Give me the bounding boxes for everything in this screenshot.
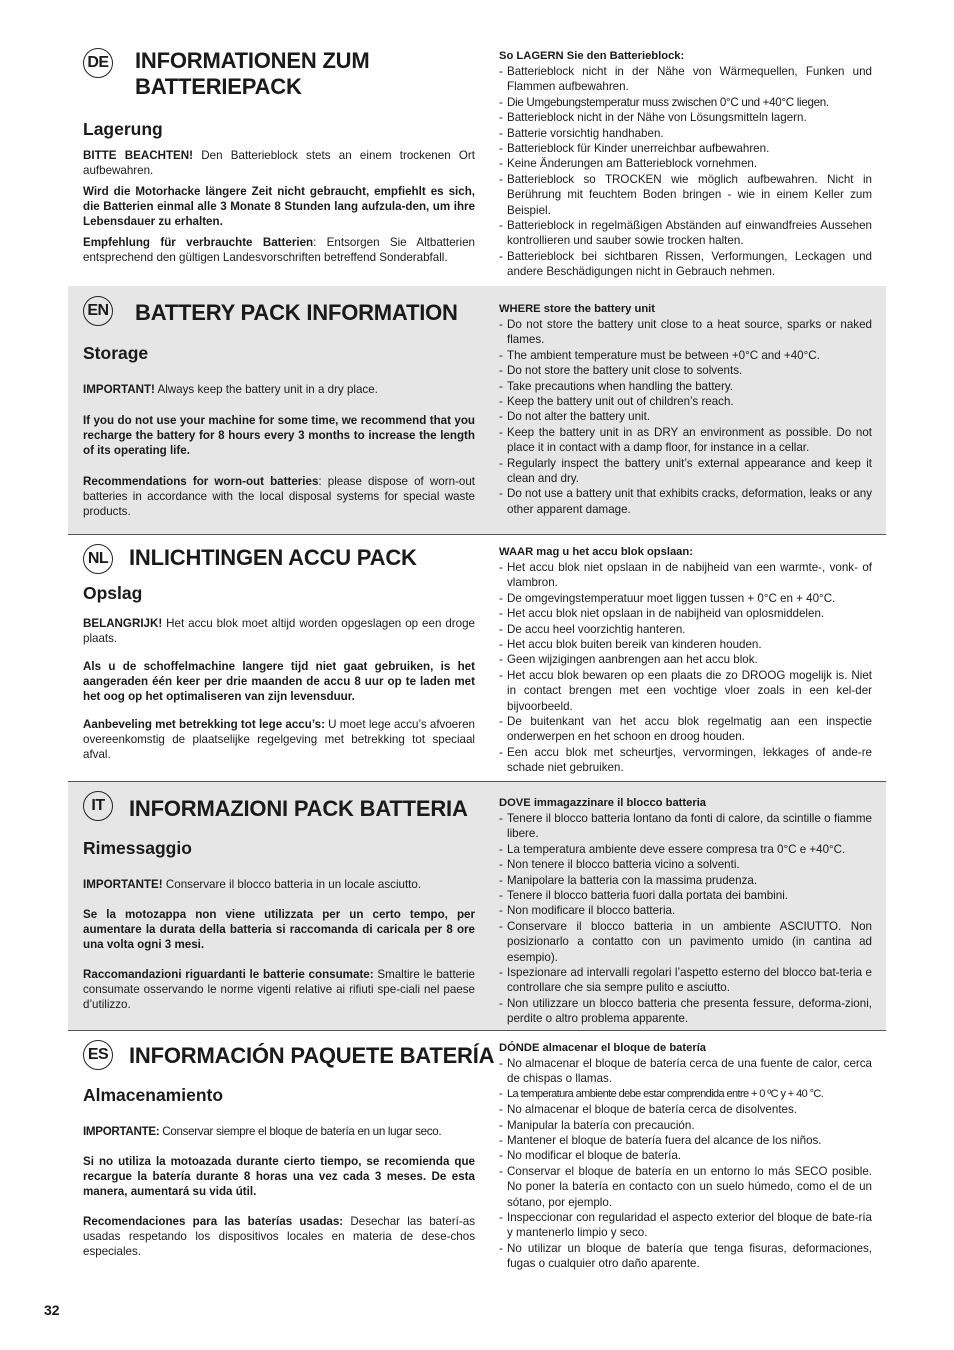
section-divider — [68, 781, 886, 782]
paragraph-recommendation-nl: Als u de schoffelmachine langere tijd niet gaat gebruiken, is het aangeraden één keer per drie maanden de accu 8 uur op te laden met het oog op het optimaliseren van zijn levensduur. — [83, 660, 475, 703]
list-item: - La temperatura ambiente deve essere compresa tra 0°C e +40°C. — [499, 842, 846, 856]
subtitle-it: Rimessaggio — [83, 838, 192, 858]
right-column-en — [499, 302, 872, 517]
left-column-de — [83, 119, 475, 265]
list-item: - Tenere il blocco batteria fuori dalla portata dei bambini. — [499, 889, 788, 903]
language-badge-de: DE — [83, 48, 113, 78]
storage-heading-nl: WAAR mag u het accu blok opslaan: — [499, 546, 693, 558]
subtitle-de: Lagerung — [83, 119, 163, 139]
section-title-it: INFORMAZIONI PACK BATTERIA — [129, 796, 468, 821]
paragraph-recommendation-de: Wird die Motorhacke längere Zeit nicht gebraucht, empfiehlt es sich, die Batterien einmal alle 3 Monate 8 Stunden lang aufzula-den, um ihre Lebensdauer zu erhalten. — [83, 185, 475, 228]
list-item: - Het accu blok buiten bereik van kinderen houden. — [499, 638, 762, 652]
list-item: - Keine Änderungen am Batterieblock vornehmen. — [499, 157, 758, 171]
list-item: - Tenere il blocco batteria lontano da fonti di calore, da scintille o fiamme libere. — [499, 812, 872, 841]
list-item: - De buitenkant van het accu blok regelmatig aan een inspectie onderwerpen en het schoon en droog houden. — [499, 715, 872, 744]
language-badge-nl: NL — [83, 544, 113, 574]
list-item: - Batterieblock in regelmäßigen Abständen auf einwandfreies Aussehen kontrollieren und sauber sowie trocken halten. — [499, 219, 872, 248]
language-badge-es: ES — [83, 1040, 113, 1070]
paragraph-disposal-nl: Aanbeveling met betrekking tot lege accu’s: U moet lege accu’s afvoeren overeenkomstig de plaatselijke regelgeving met betrekking tot speciaal afval. — [83, 718, 475, 761]
list-item: - Take precautions when handling the battery. — [499, 379, 734, 393]
paragraph-recommendation-es: Si no utiliza la motoazada durante cierto tiempo, se recomienda que recargue la batería durante 8 horas una vez cada 3 meses. De esta manera, aumentará su vida útil. — [83, 1155, 475, 1198]
list-item: - Non tenere il blocco batteria vicino a solventi. — [499, 858, 740, 872]
language-badge-it: IT — [83, 791, 113, 821]
section-en — [68, 286, 886, 534]
paragraph-recommendation-it: Se la motozappa non viene utilizzata per un certo tempo, per aumentare la durata della batteria si raccomanda di caricala per 8 ore una volta ogni 3 mesi. — [83, 908, 475, 951]
list-item: - Manipolare la batteria con la massima prudenza. — [499, 873, 758, 887]
right-column-es — [499, 1041, 872, 1272]
list-item: - Ispezionare ad intervalli regolari l’aspetto esterno del blocco bat-teria e controllare che sia sempre pulito e asciutto. — [499, 966, 872, 995]
list-item: - Do not store the battery unit close to a heat source, sparks or naked flames. — [499, 318, 872, 347]
list-item: - Inspeccionar con regularidad el aspecto exterior del bloque de bate-ría y mantenerlo limpio y seco. — [499, 1211, 872, 1240]
list-item: - Conservar el bloque de batería en un entorno lo más SECO posible. No poner la batería en contacto con un suelo húmedo, como el de un sótano, por ejemplo. — [499, 1164, 872, 1209]
paragraph-disposal-de: Empfehlung für verbrauchte Batterien: Entsorgen Sie Altbatterien entsprechend den gültigen Landesvorschriften betreffend Sonderabfall. — [83, 236, 475, 264]
storage-list-nl — [499, 560, 872, 776]
list-item: - No utilizar un bloque de batería que tenga fisuras, deformaciones, fugas o cualquier otro daño aparente. — [499, 1241, 872, 1271]
list-item: - De omgevingstemperatuur moet liggen tussen + 0°C en + 40°C. — [499, 591, 836, 605]
paragraph-important-de: BITTE BEACHTEN! Den Batterieblock stets an einem trockenen Ort aufbewahren. — [83, 149, 476, 177]
storage-heading-it: DOVE immagazzinare il blocco batteria — [499, 797, 707, 809]
paragraph-important-en: IMPORTANT! Always keep the battery unit in a dry place. — [83, 383, 378, 396]
list-item: - Mantener el bloque de batería fuera del alcance de los niños. — [499, 1134, 822, 1148]
page-number: 32 — [44, 1302, 60, 1318]
paragraph-important-es: IMPORTANTE: Conservar siempre el bloque de batería en un lugar seco. — [83, 1125, 442, 1138]
storage-list-it — [499, 811, 872, 1027]
list-item: - Batterieblock für Kinder unerreichbar aufbewahren. — [499, 142, 770, 156]
list-item: - Het accu blok niet opslaan in de nabijheid van een warmte-, vonk- of vlambron. — [499, 561, 872, 590]
list-item: - No almacenar el bloque de batería cerca de una fuente de calor, cerca de chispas o llamas. — [499, 1057, 872, 1086]
list-item: - Het accu blok bewaren op een plaats die zo DROOG mogelijk is. Niet in contact brengen met een vochtige vloer zoals in een kel-der bijvoorbeeld. — [499, 668, 872, 713]
right-column-nl — [499, 545, 872, 776]
list-item: - Batterie vorsichtig handhaben. — [499, 126, 664, 140]
paragraph-disposal-it: Raccomandazioni riguardanti le batterie consumate: Smaltire le batterie consumate osservando le norme vigenti relative ai rifiuti spe-ciali nel paese d’utilizzo. — [83, 968, 475, 1011]
left-column-en — [83, 343, 475, 519]
paragraph-disposal-en: Recommendations for worn-out batteries: please dispose of worn-out batteries in accordance with the local disposal systems for special waste products. — [83, 475, 475, 518]
paragraph-recommendation-en: If you do not use your machine for some time, we recommend that you recharge the battery for 8 hours every 3 months to increase the length of its operating life. — [83, 414, 475, 457]
left-column-nl — [83, 583, 475, 762]
list-item: - Batterieblock so TROCKEN wie möglich aufbewahren. Nicht in Berührung mit feuchtem Boden bringen - wie in einem Keller zum Beispiel. — [499, 172, 872, 217]
right-column-de — [499, 49, 872, 280]
section-it — [68, 782, 886, 1030]
section-title-en: BATTERY PACK INFORMATION — [135, 300, 458, 325]
paragraph-disposal-es: Recomendaciones para las baterías usadas: Desechar las baterí-as usadas respetando los dispositivos locales en materia de dese-chos especiales. — [83, 1215, 475, 1258]
list-item: - De accu heel voorzichtig hanteren. — [499, 622, 686, 636]
subtitle-nl: Opslag — [83, 583, 143, 603]
list-item: - Non modificare il blocco batteria. — [499, 904, 676, 918]
subtitle-es: Almacenamiento — [83, 1085, 224, 1105]
subtitle-en: Storage — [83, 343, 149, 363]
list-item: - No almacenar el bloque de batería cerca de disolventes. — [499, 1103, 798, 1117]
list-item: - Do not store the battery unit close to solvents. — [499, 364, 743, 378]
list-item: - Geen wijzigingen aanbrengen aan het accu blok. — [499, 653, 758, 667]
section-title-nl: INLICHTINGEN ACCU PACK — [129, 545, 417, 570]
section-es — [68, 1031, 886, 1281]
list-item: - The ambient temperature must be between +0°C and +40°C. — [499, 348, 820, 362]
storage-list-en — [499, 317, 872, 517]
list-item: - Keep the battery unit out of children’s reach. — [499, 395, 734, 409]
section-nl — [68, 535, 886, 782]
list-item: - No modificar el bloque de batería. — [499, 1149, 682, 1163]
right-column-it — [499, 796, 872, 1027]
list-item: - Het accu blok niet opslaan in de nabijheid van oplosmiddelen. — [499, 607, 825, 621]
storage-list-de — [499, 64, 872, 280]
section-de — [68, 40, 886, 286]
storage-list-es — [499, 1056, 872, 1272]
section-title-es: INFORMACIÓN PAQUETE BATERÍA — [129, 1043, 495, 1068]
list-item: - Do not use a battery unit that exhibits cracks, deformation, leaks or any other apparent damage. — [499, 487, 872, 516]
list-item: - Batterieblock bei sichtbaren Rissen, Verformungen, Leckagen und andere Beschädigungen nicht in Gebrauch nehmen. — [499, 249, 872, 279]
list-item: - Do not alter the battery unit. — [499, 410, 651, 424]
list-item: - Manipular la batería con precaución. — [499, 1118, 695, 1132]
paragraph-important-nl: BELANGRIJK! Het accu blok moet altijd worden opgeslagen op een droge plaats. — [83, 617, 475, 645]
list-item: - Batterieblock nicht in der Nähe von Lösungsmitteln lagern. — [499, 111, 807, 125]
paragraph-important-it: IMPORTANTE! Conservare il blocco batteria in un locale asciutto. — [83, 878, 422, 891]
section-title-de: INFORMATIONEN ZUM BATTERIEPACK — [135, 48, 370, 99]
list-item: - La temperatura ambiente debe estar comprendida entre + 0 ºC y + 40 °C. — [499, 1087, 824, 1100]
list-item: - Regularly inspect the battery unit’s external appearance and keep it clean and dry. — [499, 456, 872, 486]
language-badge-en: EN — [83, 296, 113, 326]
storage-heading-es: DÓNDE almacenar el bloque de batería — [499, 1042, 707, 1054]
list-item: - Conservare il blocco batteria in un ambiente ASCIUTTO. Non posizionarlo a contatto con un pavimento umido (in cantina ad esempio). — [499, 919, 872, 964]
left-column-it — [83, 838, 475, 1012]
list-item: - Batterieblock nicht in der Nähe von Wärmequellen, Funken und Flammen aufbewahren. — [499, 65, 872, 94]
storage-heading-de: So LAGERN Sie den Batterieblock: — [499, 50, 685, 62]
storage-heading-en: WHERE store the battery unit — [499, 303, 656, 315]
list-item: - Een accu blok met scheurtjes, vervormingen, lekkages of ande-re schade niet gebruiken. — [499, 745, 872, 775]
list-item: - Keep the battery unit in as DRY an environment as possible. Do not place it in contact with a damp floor, for instance in a cellar. — [499, 425, 872, 455]
left-column-es — [83, 1085, 475, 1259]
list-item: - Die Umgebungstemperatur muss zwischen 0°C und +40°C liegen. — [499, 95, 829, 109]
list-item: - Non utilizzare un blocco batteria che presenta fessure, deforma-zioni, perdite o altro problema apparente. — [499, 996, 872, 1026]
